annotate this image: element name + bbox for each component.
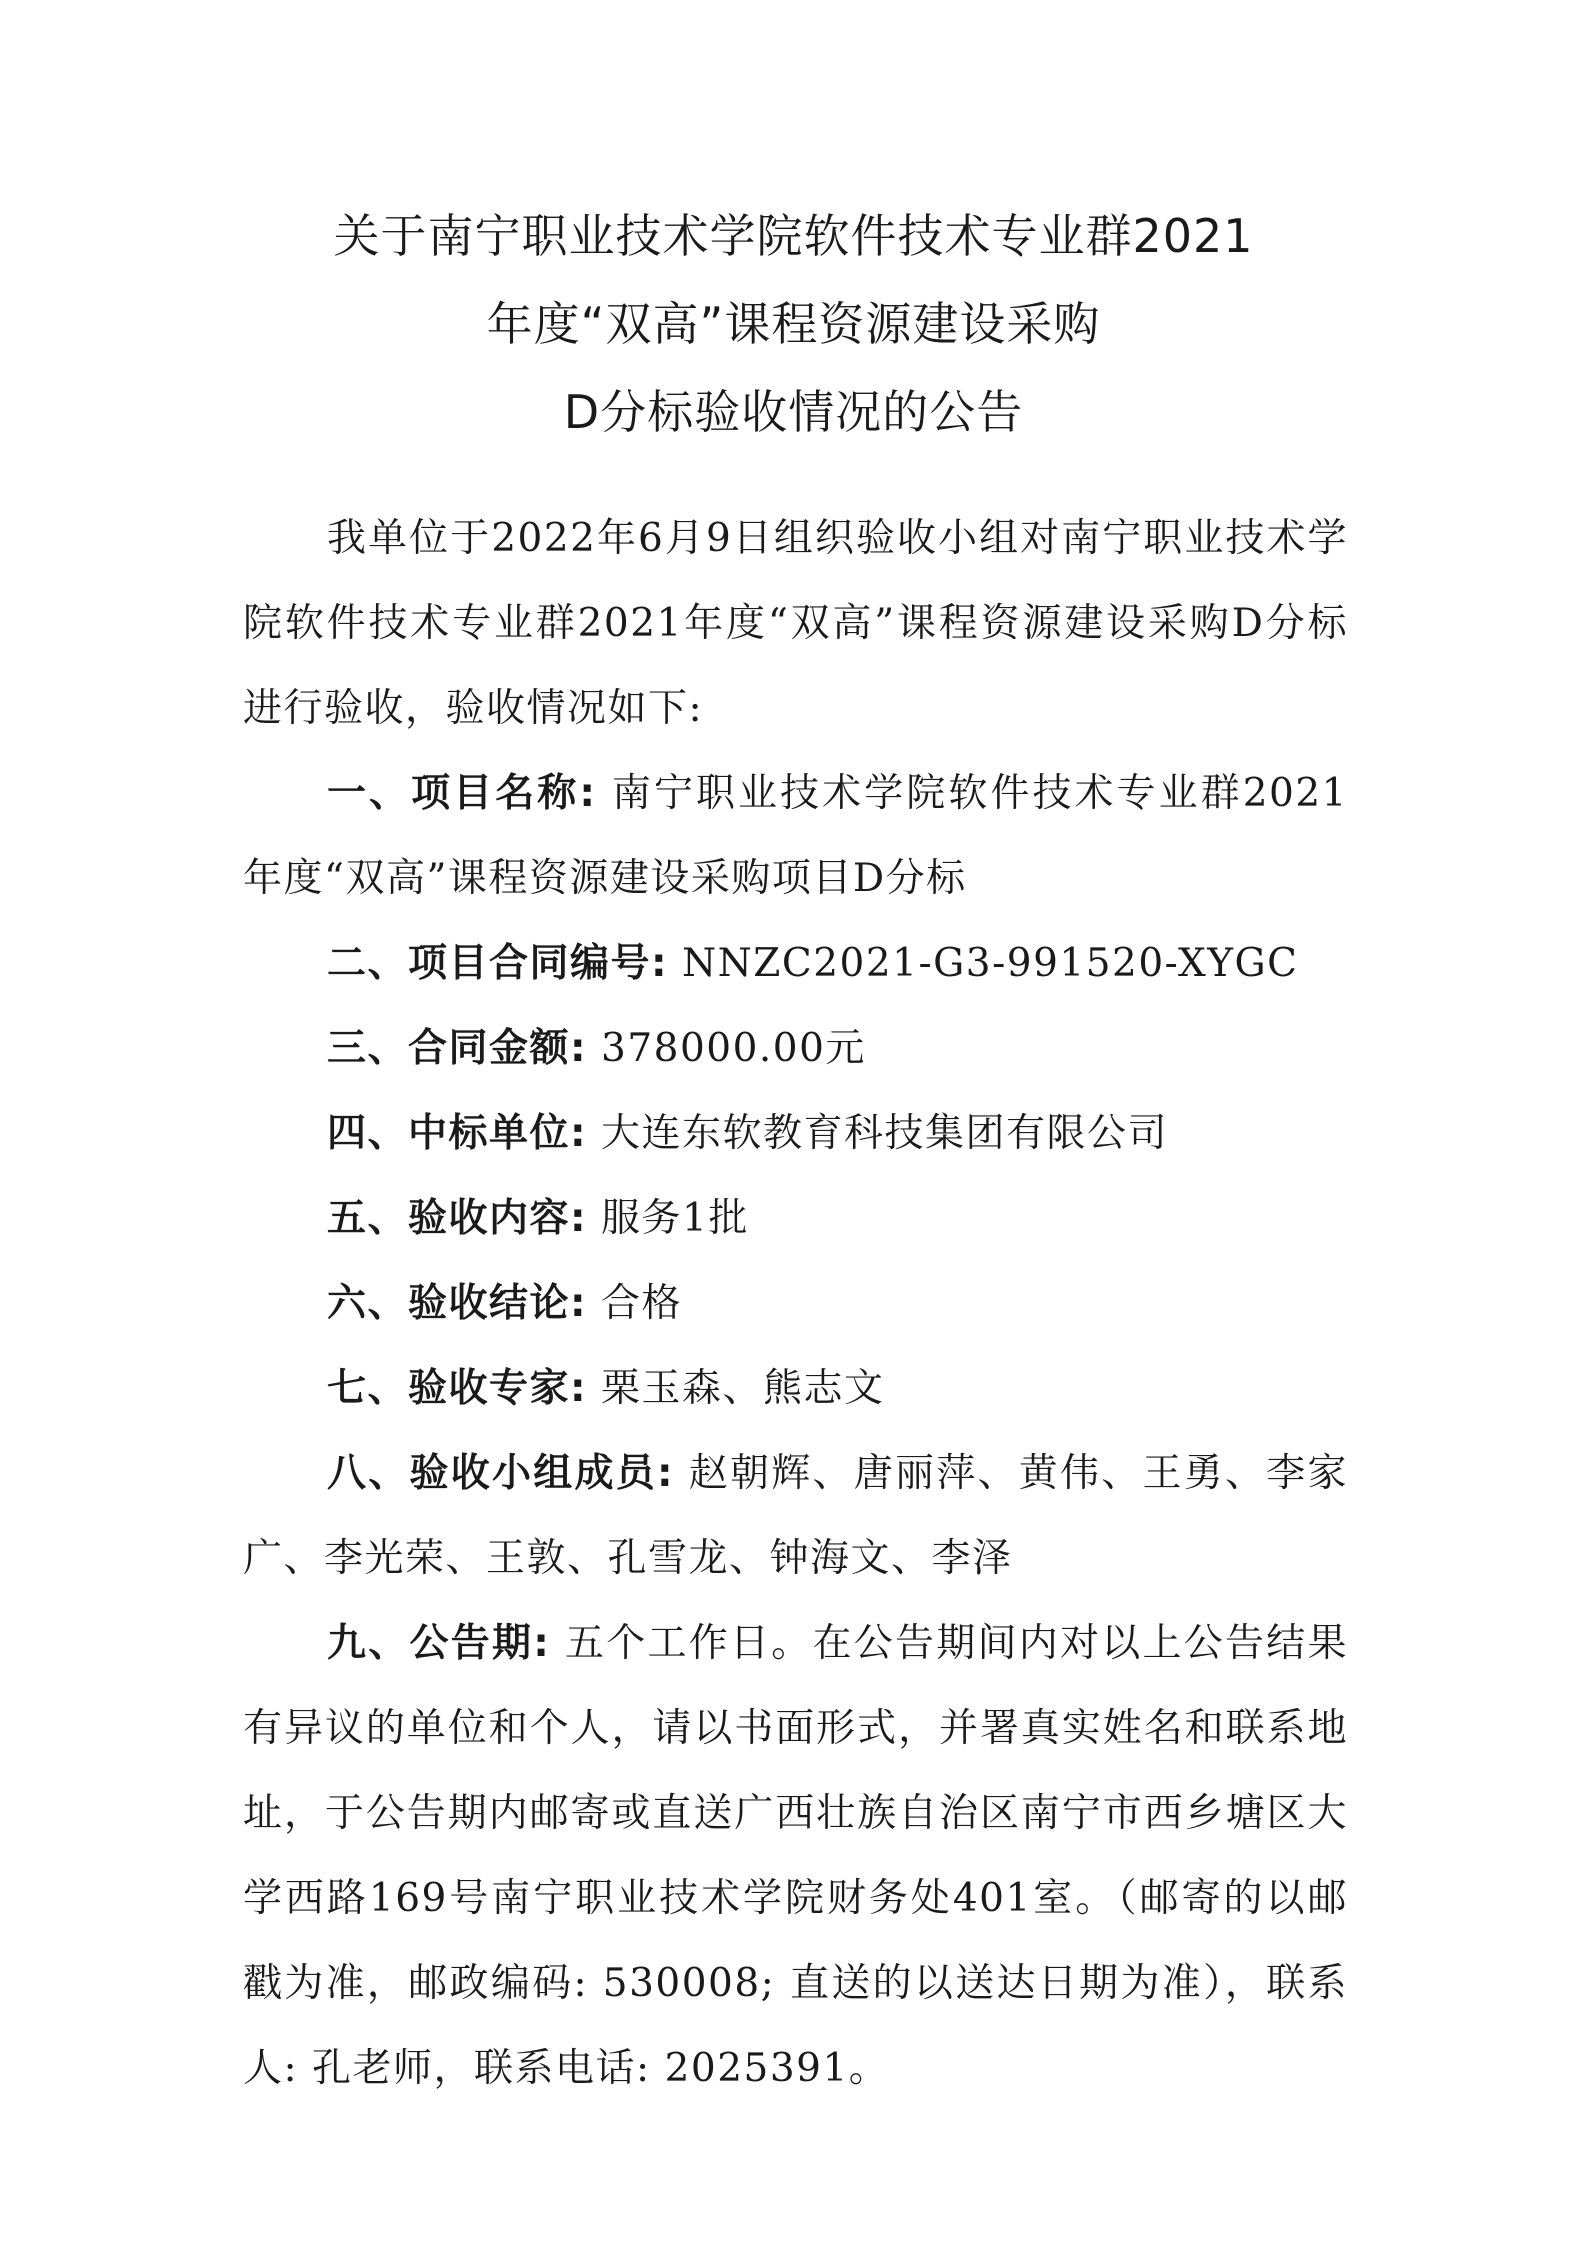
item-label: 六、验收结论: <box>327 1281 588 1326</box>
item-value: 五个工作日。在公告期间内对以上公告结果有异议的单位和个人，请以书面形式，并署真实姓名和联系地址，于公告期内邮寄或直送广西壮族自治区南宁市西乡塘区大学西路169号南宁职业技术学院财务处401室。（邮寄的以邮戳为准，邮政编码: 530008; 直送的以送达日期为准），联系人: 孔老师，联系电话: 2025391。 <box>243 1621 1348 2091</box>
item-label: 五、验收内容: <box>327 1196 588 1241</box>
item-project-name <box>243 751 1348 921</box>
item-notice-period <box>243 1601 1348 2111</box>
item-acceptance-conclusion <box>243 1261 1348 1346</box>
item-value: 合格 <box>601 1281 683 1326</box>
item-acceptance-members <box>243 1431 1348 1601</box>
item-winning-bidder <box>243 1091 1348 1176</box>
item-acceptance-experts <box>243 1346 1348 1431</box>
item-label: 二、项目合同编号: <box>327 941 669 986</box>
item-value: 378000.00元 <box>601 1026 866 1071</box>
item-contract-number <box>243 921 1348 1006</box>
item-value: 南宁职业技术学院软件技术专业群2021年度“双高”课程资源建设采购项目D分标 <box>243 771 1348 901</box>
item-label: 四、中标单位: <box>327 1111 588 1156</box>
document-body <box>243 496 1348 2111</box>
document-title-line-2: 年度“双高”课程资源建设采购 <box>486 297 1101 351</box>
item-value: 大连东软教育科技集团有限公司 <box>601 1111 1169 1156</box>
item-label: 一、项目名称: <box>327 771 597 816</box>
intro-paragraph: 我单位于2022年6月9日组织验收小组对南宁职业技术学院软件技术专业群2021年度“双高”课程资源建设采购D分标进行验收，验收情况如下: <box>243 516 1348 731</box>
document-title-line-3: D分标验收情况的公告 <box>563 385 1024 439</box>
document-title-line-1: 关于南宁职业技术学院软件技术专业群2021 <box>333 209 1254 263</box>
item-label: 三、合同金额: <box>327 1026 588 1071</box>
item-value: 服务1批 <box>601 1196 749 1241</box>
item-value: 赵朝辉、唐丽萍、黄伟、王勇、李家广、李光荣、王敦、孔雪龙、钟海文、李泽 <box>243 1451 1348 1581</box>
item-value: 栗玉森、熊志文 <box>601 1366 885 1411</box>
item-label: 八、验收小组成员: <box>327 1451 675 1496</box>
item-contract-amount <box>243 1006 1348 1091</box>
item-label: 九、公告期: <box>327 1621 551 1666</box>
item-label: 七、验收专家: <box>327 1366 588 1411</box>
item-acceptance-content <box>243 1176 1348 1261</box>
item-value: NNZC2021-G3-991520-XYGC <box>682 941 1299 986</box>
